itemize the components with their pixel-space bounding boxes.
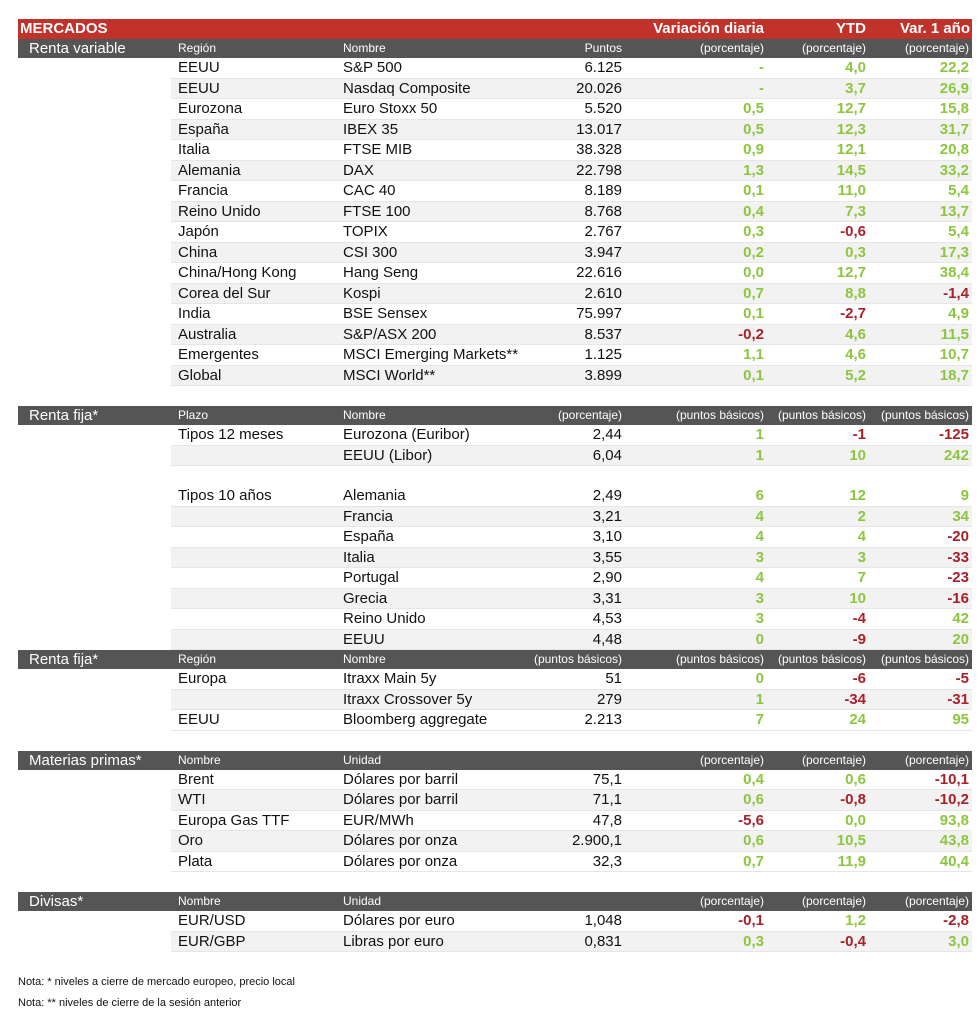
row-level: 1,048 (584, 912, 622, 929)
row-one-year-change: 26,9 (939, 79, 969, 97)
row-daily-change: 0,0 (743, 264, 764, 281)
row-daily-change: 3 (755, 589, 764, 607)
row-name: Grecia (343, 589, 388, 607)
row-daily-change: 1,3 (743, 161, 764, 179)
row-level: 3,31 (592, 589, 622, 607)
row-name: CSI 300 (343, 243, 398, 261)
row-name: Kospi (343, 284, 381, 302)
footnote-2: Nota: ** niveles de cierre de la sesión anterior (18, 997, 242, 1009)
row-daily-change: 0,3 (743, 932, 764, 950)
row-daily-change: 0,6 (743, 832, 764, 849)
row-level: 3,55 (592, 548, 622, 566)
column-header-category: Región (178, 41, 217, 55)
row-ytd-change: 0,3 (845, 243, 866, 261)
row-category: Reino Unido (178, 202, 261, 220)
column-header-name: Nombre (343, 652, 386, 666)
row-category: Japón (178, 223, 219, 240)
row-level: 3,21 (592, 507, 622, 525)
table-row (18, 852, 972, 873)
column-header-daily: (porcentaje) (699, 752, 764, 767)
row-category: India (178, 305, 211, 322)
column-header-daily: (porcentaje) (699, 41, 764, 55)
blank-row (18, 466, 972, 486)
row-daily-change: 0,7 (743, 852, 764, 870)
row-daily-change: 1 (755, 426, 764, 443)
row-ytd-change: 2 (857, 507, 866, 525)
column-header-category: Nombre (178, 894, 221, 908)
row-ytd-change: 10,5 (836, 832, 866, 849)
row-one-year-change: 93,8 (939, 811, 969, 829)
row-ytd-change: 14,5 (836, 161, 866, 179)
row-ytd-change: 10 (849, 589, 866, 607)
row-one-year-change: 3,0 (948, 932, 969, 950)
row-daily-change: 0 (755, 670, 764, 687)
row-daily-change: 4 (755, 569, 764, 586)
row-one-year-change: -2,8 (943, 912, 969, 929)
section-title: Renta fija* (18, 650, 171, 669)
row-ytd-change: 8,8 (845, 284, 866, 302)
column-header-level: (puntos básicos) (533, 652, 622, 666)
row-category: Eurozona (178, 100, 243, 117)
row-level: 2.900,1 (571, 832, 622, 849)
column-header-ytd: (porcentaje) (801, 752, 866, 767)
row-name: S&P/ASX 200 (343, 325, 437, 343)
row-ytd-change: 10 (849, 446, 866, 464)
row-one-year-change: 43,8 (939, 832, 969, 849)
row-name: España (343, 528, 394, 545)
row-name: EEUU (Libor) (343, 446, 433, 464)
column-header-one-year: (puntos básicos) (880, 652, 969, 666)
row-category: EEUU (178, 711, 220, 728)
row-category: Corea del Sur (178, 284, 271, 302)
row-one-year-change: 9 (960, 487, 969, 504)
row-level: 47,8 (592, 811, 622, 829)
row-level: 22.616 (576, 264, 622, 281)
row-ytd-change: 12 (849, 487, 866, 504)
row-level: 2,44 (592, 426, 622, 443)
row-name: EUR/MWh (343, 811, 414, 829)
row-ytd-change: 4,6 (845, 325, 866, 343)
one-year-change-header: Var. 1 año (899, 20, 970, 37)
section-header (18, 406, 972, 425)
table-row (18, 202, 972, 223)
row-level: 279 (596, 690, 622, 708)
table-row (18, 161, 972, 182)
section-title: Divisas* (18, 892, 171, 911)
row-daily-change: - (759, 59, 764, 76)
row-one-year-change: -125 (938, 426, 969, 443)
row-level: 5.520 (584, 100, 622, 117)
row-ytd-change: 11,9 (837, 852, 866, 870)
table-row (18, 325, 972, 346)
column-header-one-year: (porcentaje) (904, 894, 969, 908)
row-level: 2.610 (584, 284, 622, 302)
row-category: EEUU (178, 59, 220, 76)
row-one-year-change: -23 (947, 569, 969, 586)
row-category: Europa (178, 670, 227, 687)
row-level: 1.125 (584, 346, 622, 363)
row-ytd-change: 4 (857, 528, 866, 545)
column-header-name: Unidad (343, 894, 382, 908)
row-level: 75.997 (576, 305, 622, 322)
row-name: BSE Sensex (343, 305, 428, 322)
row-one-year-change: -10,2 (934, 791, 969, 808)
row-name: DAX (343, 161, 374, 179)
row-level: 8.189 (584, 182, 622, 199)
row-level: 2.213 (584, 711, 622, 728)
row-name: TOPIX (343, 223, 388, 240)
row-category: España (178, 120, 229, 138)
markets-title: MERCADOS (20, 20, 108, 37)
row-name: Libras por euro (343, 932, 444, 950)
row-name: S&P 500 (343, 59, 402, 76)
column-header-category: Región (178, 652, 217, 666)
column-header-category: Plazo (178, 408, 209, 422)
row-ytd-change: 12,1 (836, 141, 866, 158)
row-level: 2,49 (592, 487, 622, 504)
row-name: Euro Stoxx 50 (343, 100, 438, 117)
row-level: 8.537 (584, 325, 622, 343)
footnote-1: Nota: * niveles a cierre de mercado europeo, precio local (18, 976, 295, 988)
row-ytd-change: -2,7 (840, 305, 866, 322)
row-daily-change: 0,4 (743, 770, 764, 788)
row-daily-change: 1 (755, 690, 764, 708)
row-name: Hang Seng (343, 264, 419, 281)
row-ytd-change: 7 (857, 569, 866, 586)
row-category: Francia (178, 182, 229, 199)
row-daily-change: 0 (755, 630, 764, 648)
row-name: Dólares por onza (343, 832, 458, 849)
row-category: EUR/GBP (178, 932, 246, 950)
row-one-year-change: -33 (947, 548, 969, 566)
row-one-year-change: 5,4 (948, 182, 969, 199)
row-level: 8.768 (584, 202, 622, 220)
column-header-one-year: (porcentaje) (904, 41, 969, 55)
row-name: Dólares por barril (343, 770, 459, 788)
row-ytd-change: 3 (857, 548, 866, 566)
table-row (18, 243, 972, 264)
row-daily-change: 0,1 (743, 305, 764, 322)
row-ytd-change: 3,7 (845, 79, 866, 97)
column-header-ytd: (puntos básicos) (777, 652, 866, 666)
row-name: IBEX 35 (343, 120, 399, 138)
row-ytd-change: 0,0 (845, 811, 866, 829)
table-row (18, 58, 972, 79)
section-header (18, 892, 972, 911)
row-ytd-change: 4,0 (845, 59, 866, 76)
row-daily-change: 0,1 (743, 366, 764, 384)
row-level: 51 (605, 670, 622, 687)
table-row (18, 99, 972, 120)
row-name: Dólares por onza (343, 852, 458, 870)
row-daily-change: 4 (755, 528, 764, 545)
row-daily-change: - (759, 79, 764, 97)
row-daily-change: 0,7 (743, 284, 764, 302)
row-ytd-change: -1 (852, 426, 866, 443)
table-row (18, 568, 972, 589)
row-daily-change: 0,5 (743, 120, 764, 138)
table-row (18, 222, 972, 243)
column-header-ytd: (porcentaje) (801, 41, 866, 55)
table-row (18, 790, 972, 811)
row-daily-change: -5,6 (738, 811, 764, 829)
row-one-year-change: 42 (952, 610, 969, 627)
table-row (18, 366, 972, 387)
table-row (18, 425, 972, 446)
row-name: CAC 40 (343, 182, 396, 199)
table-row (18, 770, 972, 791)
column-header-name: Unidad (343, 752, 382, 767)
row-background (171, 527, 972, 548)
row-name: Italia (343, 548, 375, 566)
table-row (18, 831, 972, 852)
column-header-ytd: (porcentaje) (801, 894, 866, 908)
row-background (171, 548, 972, 569)
row-name: Dólares por euro (343, 912, 455, 929)
table-row (18, 669, 972, 690)
row-daily-change: 0,5 (743, 100, 764, 117)
column-header-category: Nombre (178, 752, 221, 767)
section-header (18, 650, 972, 669)
section-title: Materias primas* (18, 751, 171, 770)
row-ytd-change: 12,7 (836, 100, 866, 117)
row-one-year-change: 20,8 (939, 141, 969, 158)
row-one-year-change: 22,2 (939, 59, 969, 76)
row-one-year-change: 20 (952, 630, 969, 648)
row-one-year-change: 4,9 (948, 305, 969, 322)
row-one-year-change: -10,1 (934, 770, 969, 788)
row-ytd-change: -0,6 (840, 223, 866, 240)
row-one-year-change: 31,7 (939, 120, 969, 138)
row-one-year-change: 18,7 (939, 366, 969, 384)
row-one-year-change: 11,5 (940, 325, 969, 343)
row-category: Brent (178, 770, 214, 788)
row-level: 20.026 (576, 79, 622, 97)
row-category: Europa Gas TTF (178, 811, 290, 829)
column-header-one-year: (puntos básicos) (880, 408, 969, 422)
daily-change-header: Variación diaria (653, 20, 764, 37)
row-one-year-change: -16 (947, 589, 969, 607)
table-row (18, 630, 972, 651)
row-one-year-change: -1,4 (943, 284, 969, 302)
row-one-year-change: 242 (943, 446, 969, 464)
row-category: Emergentes (178, 346, 259, 363)
row-one-year-change: 5,4 (948, 223, 969, 240)
section-title: Renta variable (18, 39, 171, 58)
table-row (18, 811, 972, 832)
row-level: 4,53 (592, 610, 622, 627)
table-row (18, 932, 972, 953)
row-ytd-change: -34 (844, 690, 866, 708)
row-name: MSCI World** (343, 366, 436, 384)
row-daily-change: 1,1 (743, 346, 764, 363)
row-ytd-change: 5,2 (845, 366, 866, 384)
row-level: 6,04 (592, 446, 622, 464)
row-daily-change: 0,3 (743, 223, 764, 240)
row-one-year-change: 38,4 (939, 264, 969, 281)
row-ytd-change: 0,6 (845, 770, 866, 788)
table-row (18, 79, 972, 100)
row-category: Plata (178, 852, 213, 870)
row-background (171, 568, 972, 589)
table-row (18, 446, 972, 467)
row-category: Tipos 10 años (178, 487, 272, 504)
section-title: Renta fija* (18, 406, 171, 425)
row-category: WTI (178, 791, 206, 808)
row-daily-change: 6 (755, 487, 764, 504)
row-daily-change: 0,9 (743, 141, 764, 158)
row-one-year-change: 33,2 (939, 161, 969, 179)
row-category: EUR/USD (178, 912, 246, 929)
row-daily-change: 3 (755, 610, 764, 627)
ytd-header: YTD (836, 20, 866, 37)
section-spacer (18, 872, 972, 892)
row-category: China/Hong Kong (178, 264, 297, 281)
row-daily-change: 0,6 (743, 791, 764, 808)
row-level: 2,90 (592, 569, 622, 586)
row-level: 71,1 (592, 791, 622, 808)
table-row (18, 284, 972, 305)
row-level: 3.947 (584, 243, 622, 261)
row-name: EEUU (343, 630, 385, 648)
column-header-daily: (puntos básicos) (675, 408, 764, 422)
row-category: China (178, 243, 218, 261)
row-ytd-change: 1,2 (845, 912, 866, 929)
table-row (18, 690, 972, 711)
row-daily-change: 0,2 (743, 243, 764, 261)
row-ytd-change: -9 (852, 630, 866, 648)
markets-table (18, 19, 972, 952)
row-level: 3,10 (592, 528, 622, 545)
table-row (18, 911, 972, 932)
table-row (18, 345, 972, 366)
row-level: 32,3 (592, 852, 622, 870)
row-name: FTSE MIB (343, 141, 413, 158)
row-ytd-change: 4,6 (845, 346, 866, 363)
column-header-one-year: (porcentaje) (904, 752, 969, 767)
row-level: 4,48 (592, 630, 622, 648)
row-category: Oro (178, 832, 204, 849)
row-ytd-change: 11,0 (837, 182, 866, 199)
row-name: Itraxx Main 5y (343, 670, 437, 687)
row-one-year-change: 40,4 (939, 852, 969, 870)
row-level: 13.017 (576, 120, 622, 138)
row-daily-change: 3 (755, 548, 764, 566)
row-one-year-change: 17,3 (939, 243, 969, 261)
table-row (18, 609, 972, 630)
column-header-ytd: (puntos básicos) (777, 408, 866, 422)
table-row (18, 589, 972, 610)
table-row (18, 710, 972, 731)
row-one-year-change: 15,8 (939, 100, 969, 117)
row-level: 3.899 (584, 366, 622, 384)
row-name: Dólares por barril (343, 791, 459, 808)
row-level: 75,1 (592, 770, 622, 788)
row-level: 0,831 (584, 932, 622, 950)
row-name: Reino Unido (343, 610, 426, 627)
row-ytd-change: 7,3 (845, 202, 866, 220)
table-row (18, 486, 972, 507)
row-ytd-change: -4 (852, 610, 866, 627)
table-row (18, 548, 972, 569)
row-name: Portugal (343, 569, 399, 586)
row-daily-change: 0,1 (743, 182, 764, 199)
row-name: Bloomberg aggregate (343, 711, 488, 728)
column-header-level: (porcentaje) (557, 408, 622, 422)
row-ytd-change: 12,3 (836, 120, 866, 138)
row-category: Australia (178, 325, 237, 343)
markets-header-bar (18, 19, 972, 39)
table-row (18, 507, 972, 528)
row-one-year-change: 13,7 (939, 202, 969, 220)
column-header-name: Nombre (343, 41, 386, 55)
column-header-level: Puntos (584, 41, 622, 55)
row-name: FTSE 100 (343, 202, 411, 220)
row-level: 6.125 (584, 59, 622, 76)
section-spacer (18, 731, 972, 751)
row-level: 38.328 (576, 141, 622, 158)
table-row (18, 527, 972, 548)
row-name: Eurozona (Euribor) (343, 426, 470, 443)
row-category: Global (178, 366, 222, 384)
sections-container (18, 39, 972, 952)
section-spacer (18, 386, 972, 406)
column-header-daily: (porcentaje) (699, 894, 764, 908)
row-one-year-change: -5 (955, 670, 969, 687)
row-name: Itraxx Crossover 5y (343, 690, 473, 708)
row-daily-change: 7 (755, 711, 764, 728)
section-header (18, 751, 972, 770)
row-one-year-change: 10,7 (939, 346, 969, 363)
row-daily-change: -0,2 (738, 325, 764, 343)
row-one-year-change: 95 (952, 711, 969, 728)
table-row (18, 181, 972, 202)
row-category: Italia (178, 141, 210, 158)
row-category: EEUU (178, 79, 220, 97)
row-daily-change: 4 (755, 507, 764, 525)
table-row (18, 304, 972, 325)
row-one-year-change: 34 (952, 507, 969, 525)
row-ytd-change: 12,7 (836, 264, 866, 281)
row-one-year-change: -20 (947, 528, 969, 545)
row-category: Tipos 12 meses (178, 426, 284, 443)
row-category: Alemania (178, 161, 241, 179)
row-name: Francia (343, 507, 394, 525)
row-name: MSCI Emerging Markets** (343, 346, 519, 363)
row-daily-change: 0,4 (743, 202, 764, 220)
row-ytd-change: 24 (849, 711, 866, 728)
table-row (18, 120, 972, 141)
column-header-daily: (puntos básicos) (675, 652, 764, 666)
row-daily-change: 1 (755, 446, 764, 464)
row-level: 2.767 (584, 223, 622, 240)
row-name: Nasdaq Composite (343, 79, 471, 97)
row-ytd-change: -0,8 (840, 791, 866, 808)
row-ytd-change: -6 (852, 670, 866, 687)
row-ytd-change: -0,4 (840, 932, 866, 950)
table-row (18, 263, 972, 284)
column-header-name: Nombre (343, 408, 386, 422)
row-one-year-change: -31 (947, 690, 969, 708)
row-background (171, 507, 972, 528)
row-level: 22.798 (576, 161, 622, 179)
row-daily-change: -0,1 (738, 912, 764, 929)
row-name: Alemania (343, 487, 406, 504)
table-row (18, 140, 972, 161)
section-header (18, 39, 972, 58)
